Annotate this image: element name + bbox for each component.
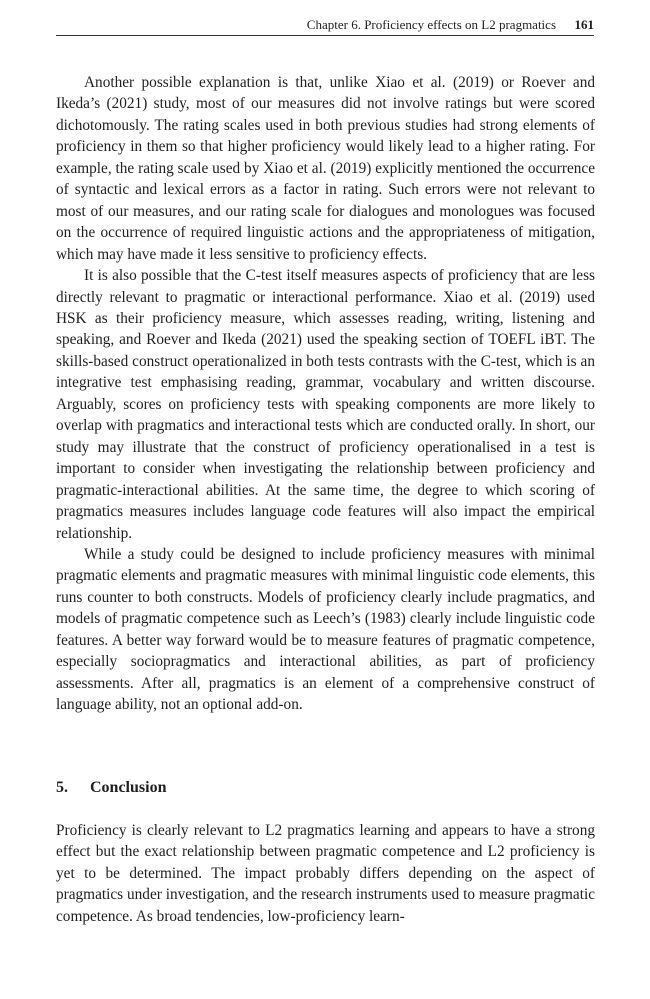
body-text bbox=[56, 72, 595, 716]
paragraph-alternative-explanation: Another possible explanation is that, unlike Xiao et al. (2019) or Roever and Ikeda’s (2021) study, most of our measures did not involve ratings but were scored dichotomously. The rating scales used in both previous studies had strong elements of proficiency in them so that higher proficiency would likely lead to a higher rating. For example, the rating scale used by Xiao et al. (2019) explicitly mentioned the occurrence of syntactic and lexical errors as a factor in rating. Such errors were not relevant to most of our measures, and our rating scale for dialogues and monologues was focused on the occurrence of required linguistic actions and the appropriateness of mitigation, which may have made it less sensitive to proficiency effects. bbox=[56, 74, 595, 263]
running-header bbox=[56, 15, 594, 36]
section-number: 5. bbox=[56, 779, 68, 796]
paragraph-way-forward: While a study could be designed to include proficiency measures with minimal pragmatic elements and pragmatic measures with minimal linguistic code elements, this runs counter to both constructs. Models of proficiency clearly include pragmatics, and models of pragmatic competence such as Leech’s (1983) clearly include linguistic code features. A better way forward would be to measure features of pragmatic competence, especially sociopragmatics and interactional abilities, as part of proficiency assessments. After all, pragmatics is an element of a comprehensive construct of language ability, not an optional add-on. bbox=[56, 545, 595, 714]
page-number: 161 bbox=[574, 17, 594, 32]
chapter-title: Chapter 6. Proficiency effects on L2 pragmatics bbox=[306, 17, 556, 32]
paragraph-c-test: It is also possible that the C-test itself measures aspects of proficiency that are less directly relevant to pragmatic or interactional performance. Xiao et al. (2019) used HSK as their proficiency measure, which assesses reading, writing, listening and speaking, and Roever and Ikeda (2021) used the speaking section of TOEFL iBT. The skills-based construct operationalized in both tests contrasts with the C-test, which is an integrative test emphasising reading, grammar, vocabulary and written discourse. Arguably, scores on proficiency tests with speaking components are more likely to overlap with pragmatics and interactional tests which are conducted orally. In short, our study may illustrate that the construct of proficiency operationalised in a test is important to consider when investigating the relationship between proficiency and pragmatic-interactional abilities. At the same time, the degree to which scoring of pragmatics measures includes language code features will also impact the empirical relationship. bbox=[56, 267, 595, 542]
conclusion-text bbox=[56, 820, 595, 927]
paragraph-conclusion: Proficiency is clearly relevant to L2 pragmatics learning and appears to have a strong effect but the exact relationship between pragmatic competence and L2 proficiency is yet to be determined. The impact probably differs depending on the aspect of pragmatics under investigation, and the research instruments used to measure pragmatic competence. As broad tendencies, low-proficiency learn- bbox=[56, 822, 595, 925]
section-title: Conclusion bbox=[90, 779, 167, 796]
section-heading bbox=[56, 777, 166, 799]
